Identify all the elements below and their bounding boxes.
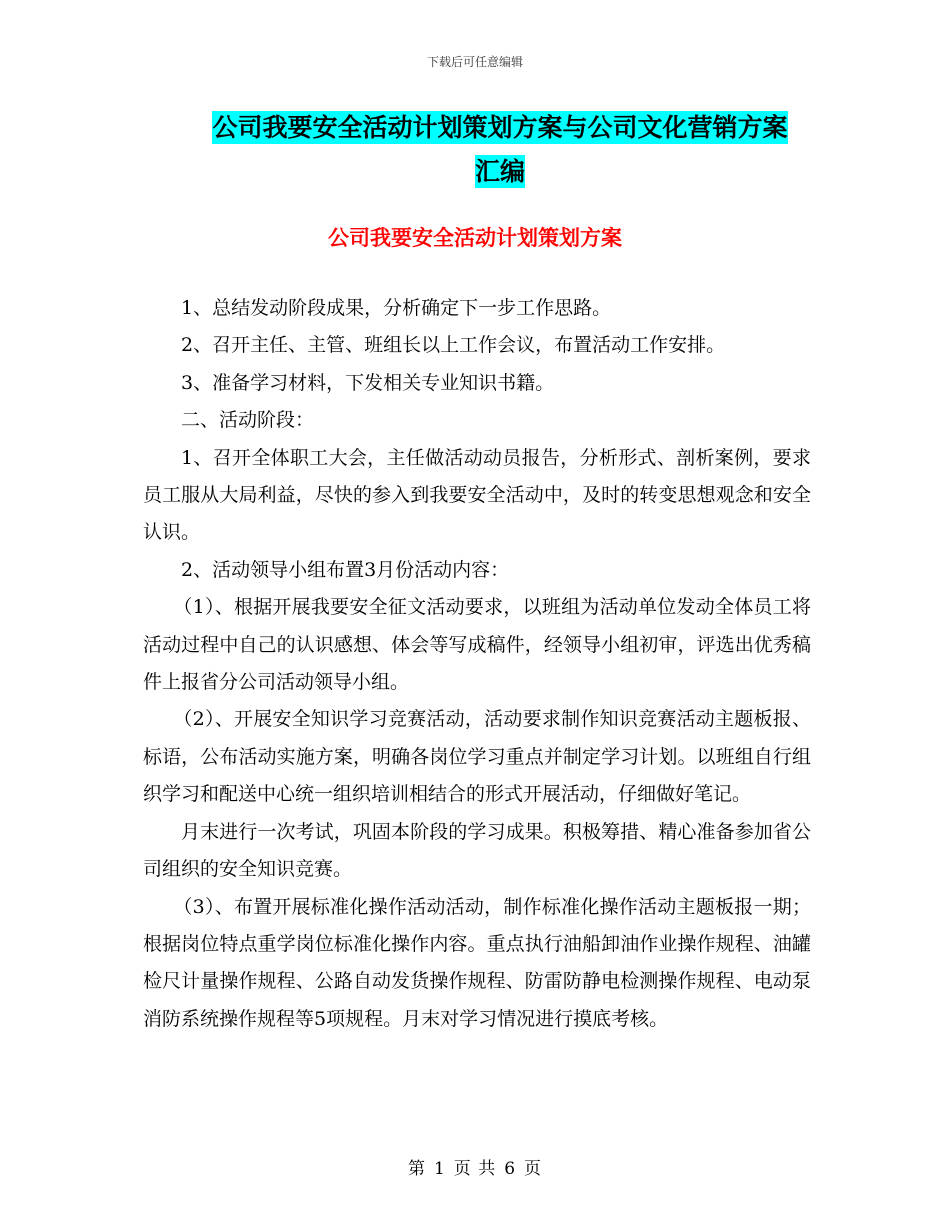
body-content (143, 290, 811, 1038)
paragraph: （1）、根据开展我要安全征文活动要求，以班组为活动单位发动全体员工将活动过程中自己的认识感想、体会等写成稿件，经领导小组初审，评选出优秀稿件上报省分公司活动领导小组。 (143, 596, 811, 694)
header-note: 下载后可任意编辑 (426, 55, 523, 69)
paragraph: 3、准备学习材料，下发相关专业知识书籍。 (181, 371, 555, 394)
title-line-2: 汇编 (474, 157, 525, 186)
page-label-prefix: 第 (407, 1159, 426, 1179)
page-footer (0, 1154, 950, 1179)
paragraph: 1、总结发动阶段成果，分析确定下一步工作思路。 (181, 297, 612, 319)
page-label-suffix: 页 (524, 1159, 543, 1179)
total-pages-number: 6 (504, 1159, 517, 1179)
current-page-number: 1 (433, 1159, 446, 1179)
paragraph: 1、召开全体职工大会，主任做活动动员报告，分析形式、剖析案例，要求员工服从大局利益，尽快的参入到我要安全活动中，及时的转变思想观念和安全认识。 (143, 446, 811, 544)
section-title: 公司我要安全活动计划策划方案 (328, 225, 622, 250)
paragraph: 月末进行一次考试，巩固本阶段的学习成果。积极筹措、精心准备参加省公司组织的安全知识竞赛。 (143, 820, 811, 881)
document-title (140, 106, 860, 194)
paragraph: 2、召开主任、主管、班组长以上工作会议，布置活动工作安排。 (181, 334, 726, 357)
paragraph: （3）、布置开展标准化操作活动活动，制作标准化操作活动主题板报一期；根据岗位特点重学岗位标准化操作内容。重点执行油船卸油作业操作规程、油罐检尺计量操作规程、公路自动发货操作规程、防雷防静电检测操作规程、电动泵消防系统操作规程等5项规程。月末对学习情况进行摸底考核。 (143, 895, 811, 1030)
paragraph: 2、活动领导小组布置3月份活动内容： (181, 558, 510, 581)
page-label-mid: 页 共 (453, 1159, 497, 1179)
paragraph: 二、活动阶段： (181, 409, 315, 432)
paragraph: （2）、开展安全知识学习竞赛活动，活动要求制作知识竞赛活动主题板报、标语，公布活动实施方案，明确各岗位学习重点并制定学习计划。以班组自行组织学习和配送中心统一组织培训相结合的形式开展活动，仔细做好笔记。 (143, 708, 811, 806)
title-line-1: 公司我要安全活动计划策划方案与公司文化营销方案 (212, 113, 788, 142)
